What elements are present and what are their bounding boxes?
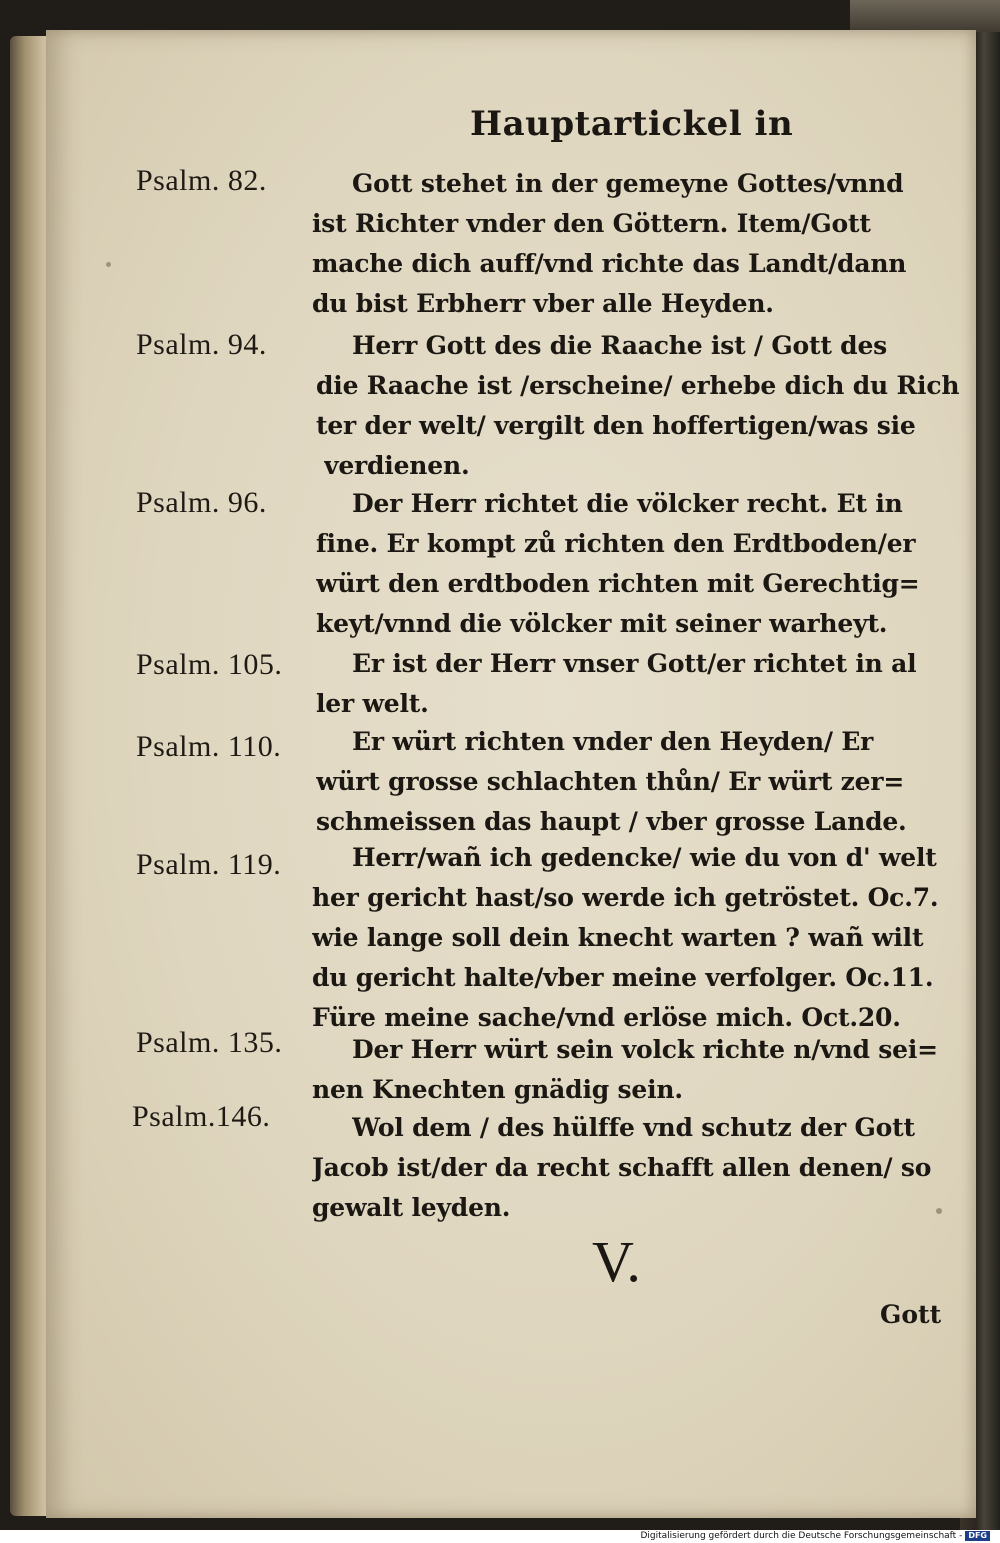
- text-line: mache dich auff/vnd richte das Landt/dann: [312, 249, 907, 278]
- text-line: ter der welt/ vergilt den hoffertigen/was sie: [316, 411, 916, 440]
- text-line: Er würt richten vnder den Heyden/ Er: [352, 727, 874, 756]
- entry-text: [312, 838, 964, 1038]
- text-line: nen Knechten gnädig sein.: [312, 1075, 683, 1104]
- footer-credit: [640, 1531, 990, 1541]
- psalm-reference: Psalm. 94.: [136, 328, 267, 361]
- psalm-reference: Psalm. 82.: [136, 164, 267, 197]
- text-line: verdienen.: [324, 451, 470, 480]
- text-line: würt den erdtboden richten mit Gerechtig=: [316, 569, 920, 598]
- text-line: fine. Er kompt zů richten den Erdtboden/er: [316, 529, 916, 558]
- entry-text: [312, 1108, 964, 1228]
- text-line: die Raache ist /erscheine/ erhebe dich du Rich: [316, 371, 960, 400]
- section-mark: V.: [592, 1229, 641, 1294]
- psalm-reference: Psalm. 110.: [136, 730, 282, 763]
- entry-text: [312, 164, 964, 324]
- footer-credit-text: Digitalisierung gefördert durch die Deutsche Forschungsgemeinschaft -: [640, 1531, 963, 1541]
- text-line: Gott stehet in der gemeyne Gottes/vnnd: [352, 169, 904, 198]
- text-line: keyt/vnnd die völcker mit seiner warheyt.: [316, 609, 888, 638]
- text-line: Herr/wañ ich gedencke/ wie du von d' welt: [352, 843, 937, 872]
- text-line: du gericht halte/vber meine verfolger. Oc.11.: [312, 963, 934, 992]
- dfg-logo-icon: DFG: [965, 1531, 990, 1541]
- text-line: wie lange soll dein knecht warten ? wañ wilt: [312, 923, 924, 952]
- psalm-reference: Psalm. 105.: [136, 648, 283, 681]
- text-line: Füre meine sache/vnd erlöse mich. Oct.20.: [312, 1003, 901, 1032]
- book-edge-top: [850, 0, 1000, 32]
- text-line: ler welt.: [316, 689, 429, 718]
- text-line: gewalt leyden.: [312, 1193, 511, 1222]
- running-head: Hauptartickel in: [470, 104, 794, 144]
- text-line: Jacob ist/der da recht schafft allen denen/ so: [312, 1153, 932, 1182]
- text-line: würt grosse schlachten thůn/ Er würt zer=: [316, 767, 905, 796]
- entry-text: [316, 722, 964, 842]
- psalm-reference: Psalm.146.: [132, 1100, 271, 1133]
- catchword: Gott: [880, 1300, 942, 1329]
- text-line: ist Richter vnder den Göttern. Item/Gott: [312, 209, 871, 238]
- text-line: Der Herr würt sein volck richte n/vnd sei=: [352, 1035, 938, 1064]
- entry-text: [316, 644, 964, 724]
- text-line: Wol dem / des hülffe vnd schutz der Gott: [352, 1113, 915, 1142]
- psalm-reference: Psalm. 119.: [136, 848, 282, 881]
- text-line: du bist Erbherr vber alle Heyden.: [312, 289, 774, 318]
- entry-text: [312, 1030, 964, 1110]
- paper-speck: [106, 262, 111, 267]
- entry-text: [316, 484, 964, 644]
- text-line: Herr Gott des die Raache ist / Gott des: [352, 331, 888, 360]
- text-line: her gericht hast/so werde ich getröstet. Oc.7.: [312, 883, 939, 912]
- psalm-reference: Psalm. 96.: [136, 486, 267, 519]
- text-line: Der Herr richtet die völcker recht. Et in: [352, 489, 903, 518]
- text-line: schmeissen das haupt / vber grosse Lande.: [316, 807, 907, 836]
- text-line: Er ist der Herr vnser Gott/er richtet in al: [352, 649, 917, 678]
- entry-text: [316, 326, 964, 486]
- psalm-reference: Psalm. 135.: [136, 1026, 283, 1059]
